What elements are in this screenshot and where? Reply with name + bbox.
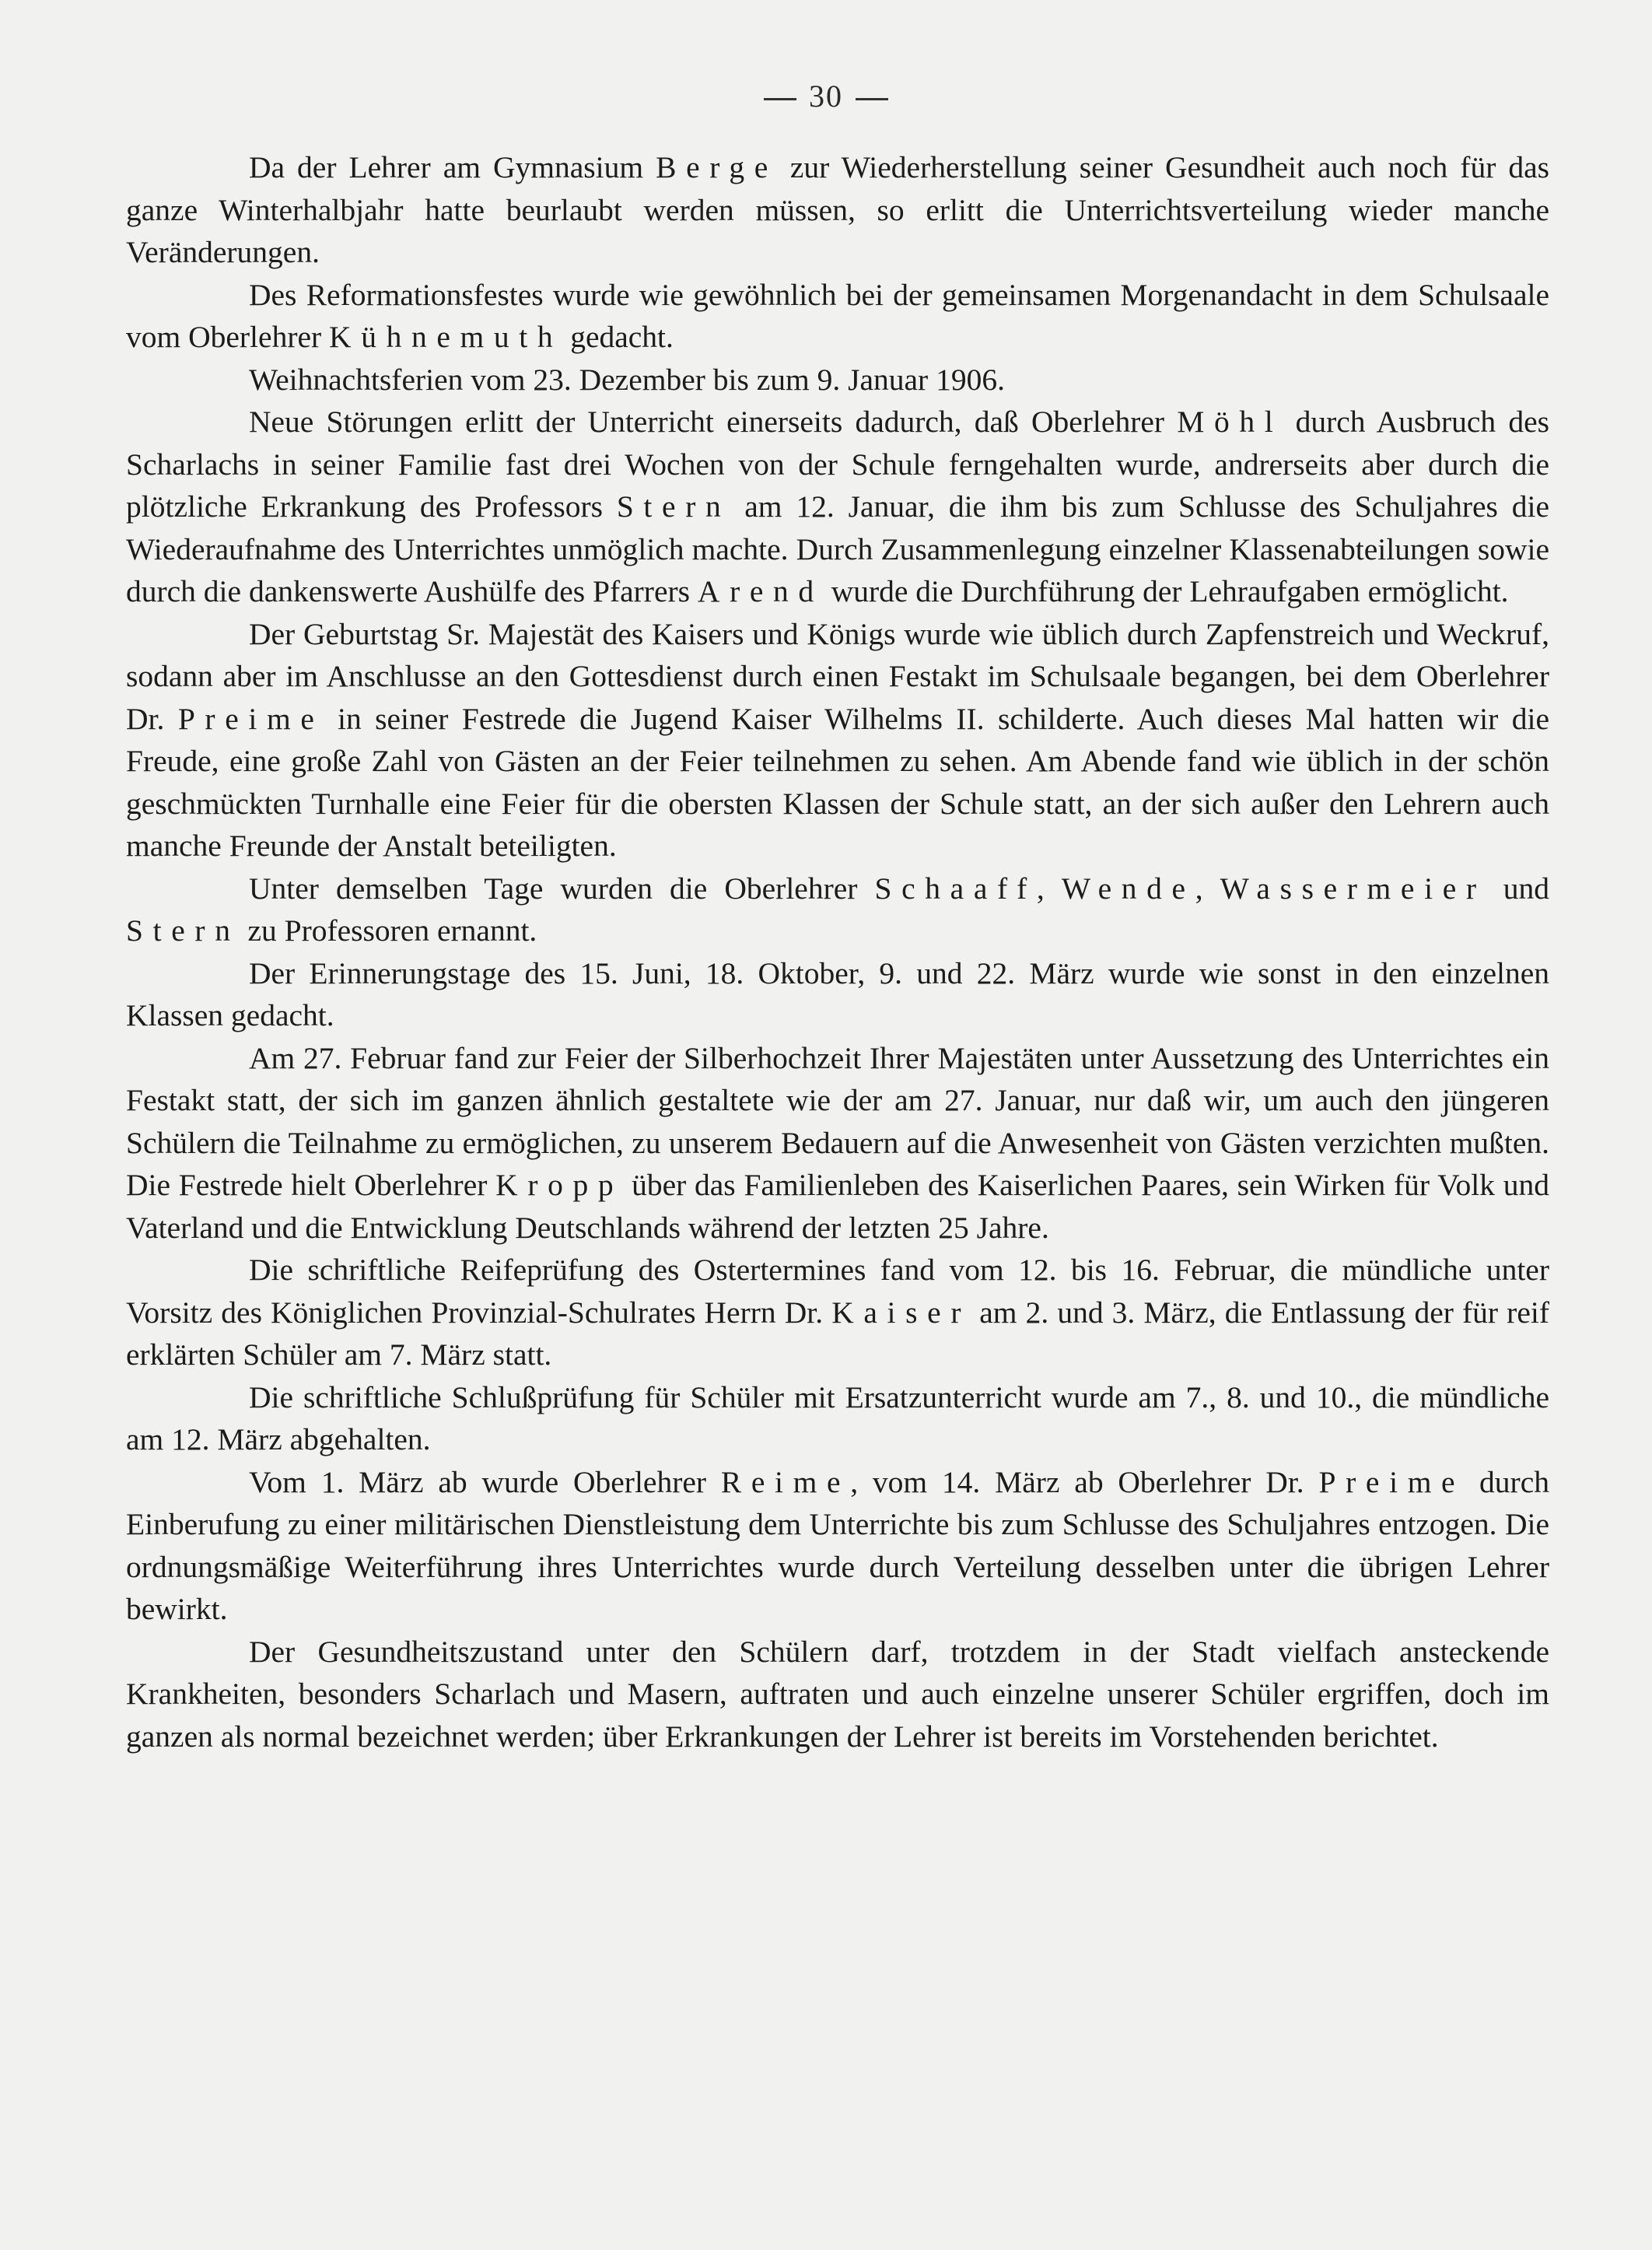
paragraph — [126, 1461, 1549, 1631]
spaced-name: Reime — [720, 1464, 851, 1499]
text-run: durch Ausbruch des Scharlachs in seiner Familie fast drei Wochen von der Schule ferngehalten wurde, andrerseits aber durch die plötzliche Erkrankung des Professors — [126, 405, 1549, 524]
text-run: und — [1486, 871, 1549, 906]
spaced-name: Wassermeier — [1220, 871, 1486, 906]
text-run: Vom 1. März ab wurde Oberlehrer — [249, 1464, 721, 1499]
text-run: durch Einberufung zu einer militärischen Dienstleistung dem Unterrichte bis zum Schlusse des Schuljahres entzogen. Die ordnungsmäßige Weiterführung ihres Unterrichtes wurde durch Verteilung desselben unter die übrigen Lehrer bewirkt. — [126, 1464, 1549, 1626]
spaced-name: Wende — [1061, 871, 1195, 906]
spaced-name: Stern — [126, 913, 240, 948]
spaced-name: Preime — [1318, 1464, 1465, 1499]
spaced-name: Preime — [177, 701, 324, 736]
text-run: am 2. und 3. März, die Entlassung der für reif erklärten Schüler am 7. März statt. — [126, 1295, 1549, 1372]
spaced-name: Kropp — [495, 1168, 624, 1202]
dash-left — [764, 98, 796, 100]
paragraph — [126, 952, 1549, 1037]
spaced-name: Berge — [656, 150, 778, 184]
paragraph — [126, 359, 1549, 401]
text-run: Die schriftliche Schlußprüfung für Schüler mit Ersatzunterricht wurde am 7., 8. und 10., die mündliche am 12. März abgehalten. — [126, 1379, 1549, 1456]
text-run: Des Reformationsfestes wurde wie gewöhnlich bei der gemeinsamen Morgenandacht in dem Schulsaale vom Oberlehrer — [126, 277, 1549, 354]
paragraph — [126, 1376, 1549, 1461]
text-run: Neue Störungen erlitt der Unterricht einerseits dadurch, daß Oberlehrer — [249, 405, 1178, 439]
spaced-name: Kühnemuth — [329, 320, 563, 354]
dash-right — [856, 98, 888, 100]
text-run: Weihnachtsferien vom 23. Dezember bis zum 9. Januar 1906. — [249, 362, 1005, 397]
text-run: zur Wiederherstellung seiner Gesundheit auch noch für das ganze Winterhalbjahr hatte beurlaubt werden müssen, so erlitt die Unterrichtsverteilung wieder manche Veränderungen. — [126, 150, 1549, 269]
text-run: , vom 14. März ab Oberlehrer Dr. — [850, 1464, 1319, 1499]
text-run: Unter demselben Tage wurden die Oberlehrer — [249, 871, 875, 906]
body-text — [126, 146, 1549, 1758]
spaced-name: Stern — [616, 489, 731, 524]
paragraph — [126, 1631, 1549, 1758]
spaced-name: Schaaff — [874, 871, 1037, 906]
text-run: zu Professoren ernannt. — [240, 913, 537, 948]
text-run: gedacht. — [562, 320, 674, 354]
text-run: Der Gesundheitszustand unter den Schülern darf, trotzdem in der Stadt vielfach ansteckende Krankheiten, besonders Scharlach und Masern, auftraten und auch einzelne unserer Schüler ergriffen, doch im ganzen als normal bezeichnet werden; über Erkrankungen der Lehrer ist bereits im Vorstehenden berichtet. — [126, 1634, 1549, 1754]
paragraph — [126, 613, 1549, 867]
text-run: in seiner Festrede die Jugend Kaiser Wilhelms II. schilderte. Auch dieses Mal hatten wir die Freude, eine große Zahl von Gästen an der Feier teilnehmen zu sehen. Am Abende fand wie üblich in der schön geschmückten Turnhalle eine Feier für die obersten Klassen der Schule statt, an der sich außer den Lehrern auch manche Freunde der Anstalt beteiligten. — [126, 701, 1549, 863]
text-run: Am 27. Februar fand zur Feier der Silberhochzeit Ihrer Majestäten unter Aussetzung des Unterrichtes ein Festakt statt, der sich im ganzen ähnlich gestaltete wie der am 27. Januar, nur daß wir, um auch den jüngeren Schülern die Teilnahme zu ermöglichen, zu unserem Bedauern auf die Anwesenheit von Gästen verzichten mußten. Die Festrede hielt Oberlehrer — [126, 1040, 1549, 1202]
spaced-name: Kaiser — [831, 1295, 971, 1330]
text-run: Der Erinnerungstage des 15. Juni, 18. Oktober, 9. und 22. März wurde wie sonst in den einzelnen Klassen gedacht. — [126, 955, 1549, 1032]
text-run: Der Geburtstag Sr. Majestät des Kaisers und Königs wurde wie üblich durch Zapfenstreich und Weckruf, sodann aber im Anschlusse an den Gottesdienst durch einen Festakt im Schulsaale begangen, bei dem Oberlehrer Dr. — [126, 616, 1549, 736]
text-run: , — [1195, 871, 1220, 906]
text-run: Die schriftliche Reifeprüfung des Ostertermines fand vom 12. bis 16. Februar, die mündliche unter Vorsitz des Königlichen Provinzial-Schulrates Herrn Dr. — [126, 1253, 1549, 1330]
text-run: wurde die Durchführung der Lehraufgaben ermöglicht. — [823, 574, 1509, 608]
paragraph — [126, 401, 1549, 613]
page-number-text: 30 — [809, 79, 843, 114]
text-run: über das Familienleben des Kaiserlichen Paares, sein Wirken für Volk und Vaterland und die Entwicklung Deutschlands während der letzten 25 Jahre. — [126, 1168, 1550, 1245]
text-run: am 12. Januar, die ihm bis zum Schlusse des Schuljahres die Wiederaufnahme des Unterrichtes unmöglich machte. Durch Zusammenlegung einzelner Klassenabteilungen sowie durch die dankenswerte Aushülfe des Pfarrers — [126, 489, 1549, 608]
page-number — [0, 78, 1652, 114]
paragraph — [126, 146, 1549, 274]
text-run: Da der Lehrer am Gymnasium — [249, 150, 656, 184]
paragraph — [126, 867, 1549, 952]
text-run: , — [1036, 871, 1062, 906]
paragraph — [126, 274, 1549, 359]
spaced-name: Arend — [697, 574, 824, 608]
paragraph — [126, 1249, 1549, 1376]
paragraph — [126, 1037, 1549, 1249]
spaced-name: Möhl — [1177, 405, 1283, 439]
